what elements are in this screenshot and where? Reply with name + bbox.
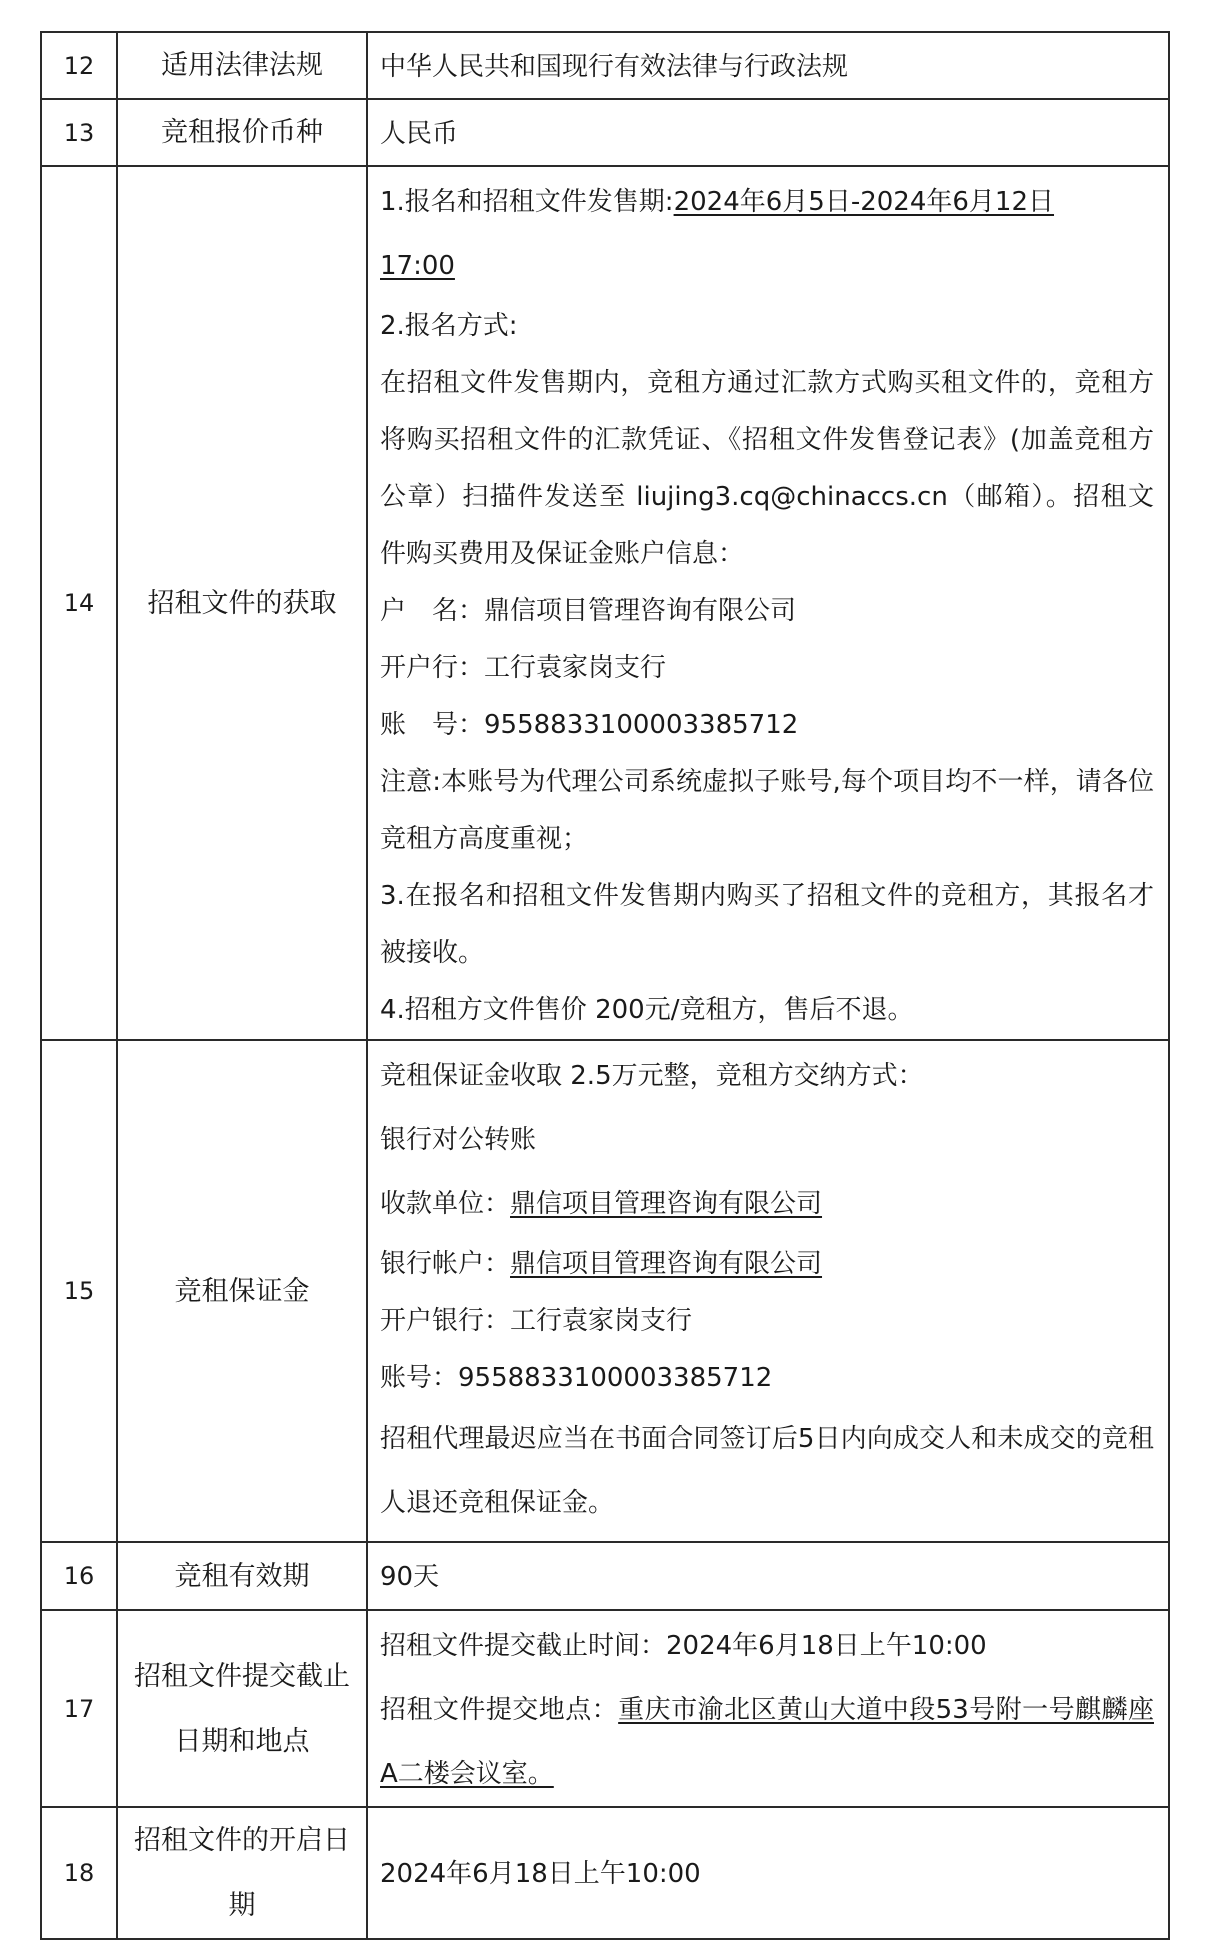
content-line: 户 名：鼎信项目管理咨询有限公司 <box>380 596 797 626</box>
row-label: 竞租保证金 <box>117 1040 367 1542</box>
content-line: 90天 <box>380 1562 440 1592</box>
row-label: 适用法律法规 <box>117 32 367 99</box>
row-content <box>367 1040 1169 1542</box>
row-content <box>367 32 1169 99</box>
content-line: 人民币 <box>380 118 459 149</box>
table-row <box>41 1807 1169 1939</box>
content-line: 注意:本账号为代理公司系统虚拟子账号,每个项目均不一样，请各位竞租方高度重视； <box>380 767 1154 854</box>
row-label: 招租文件的开启日期 <box>117 1807 367 1939</box>
row-content <box>367 1610 1169 1807</box>
row-label: 竞租报价币种 <box>117 99 367 166</box>
tender-info-table <box>40 31 1170 1940</box>
content-line: 开户行：工行袁家岗支行 <box>380 653 667 683</box>
bank-account-value: 鼎信项目管理咨询有限公司 <box>510 1249 823 1279</box>
row-label: 竞租有效期 <box>117 1542 367 1610</box>
submit-location-value: 重庆市渝北区黄山大道中段53号附一号麒麟座A二楼会议室。 <box>380 1695 1154 1789</box>
row-number: 13 <box>41 99 117 166</box>
content-line: 账 号：9558833100003385712 <box>380 710 799 740</box>
table-row <box>41 166 1169 1040</box>
row-content <box>367 1807 1169 1939</box>
table-row <box>41 1040 1169 1542</box>
content-line: 招租文件提交截止时间：2024年6月18日上午10:00 <box>380 1631 987 1661</box>
sale-period-dates: 2024年6月5日-2024年6月12日 <box>673 187 1055 217</box>
row-number: 14 <box>41 166 117 1040</box>
table-row <box>41 1610 1169 1807</box>
bank-account-label: 银行帐户： <box>380 1249 511 1279</box>
payee-label: 收款单位： <box>380 1189 511 1219</box>
sale-period-prefix: 1.报名和招租文件发售期: <box>380 187 674 217</box>
content-line: 3.在报名和招租文件发售期内购买了招租文件的竞租方，其报名才被接收。 <box>380 881 1154 968</box>
row-content <box>367 1542 1169 1610</box>
content-line: 竞租保证金收取 2.5万元整，竞租方交纳方式： <box>380 1061 924 1091</box>
row-label: 招租文件提交截止日期和地点 <box>117 1610 367 1807</box>
content-line: 在招租文件发售期内，竞租方通过汇款方式购买租文件的，竞租方将购买招租文件的汇款凭证、《招租文件发售登记表》(加盖竞租方公章）扫描件发送至 liujing3.cq@chinaccs.cn（邮箱）。招租文件购买费用及保证金账户信息： <box>380 368 1154 569</box>
submit-location-label: 招租文件提交地点： <box>380 1695 619 1725</box>
sale-period-time: 17:00 <box>380 251 455 281</box>
row-number: 18 <box>41 1807 117 1939</box>
content-line <box>380 1236 1154 1293</box>
payee-value: 鼎信项目管理咨询有限公司 <box>510 1189 823 1219</box>
row-number: 12 <box>41 32 117 99</box>
content-line: 2.报名方式: <box>380 311 518 341</box>
content-line: 招租代理最迟应当在书面合同签订后5日内向成交人和未成交的竞租人退还竞租保证金。 <box>380 1424 1154 1518</box>
content-line: 中华人民共和国现行有效法律与行政法规 <box>380 51 849 82</box>
row-number: 15 <box>41 1040 117 1542</box>
row-content <box>367 99 1169 166</box>
content-line: 2024年6月18日上午10:00 <box>380 1859 701 1889</box>
content-line <box>380 234 1154 298</box>
row-number: 17 <box>41 1610 117 1807</box>
table-row <box>41 32 1169 99</box>
content-line <box>380 1678 1154 1806</box>
table-row <box>41 1542 1169 1610</box>
content-line: 银行对公转账 <box>380 1125 537 1155</box>
row-number: 16 <box>41 1542 117 1610</box>
content-line: 开户银行：工行袁家岗支行 <box>380 1306 693 1336</box>
content-line: 4.招租方文件售价 200元/竞租方，售后不退。 <box>380 995 914 1025</box>
table-row <box>41 99 1169 166</box>
row-label: 招租文件的获取 <box>117 166 367 1040</box>
row-content <box>367 166 1169 1040</box>
content-line <box>380 1172 1154 1236</box>
content-line: 账号：9558833100003385712 <box>380 1363 773 1393</box>
content-line <box>380 170 1154 234</box>
